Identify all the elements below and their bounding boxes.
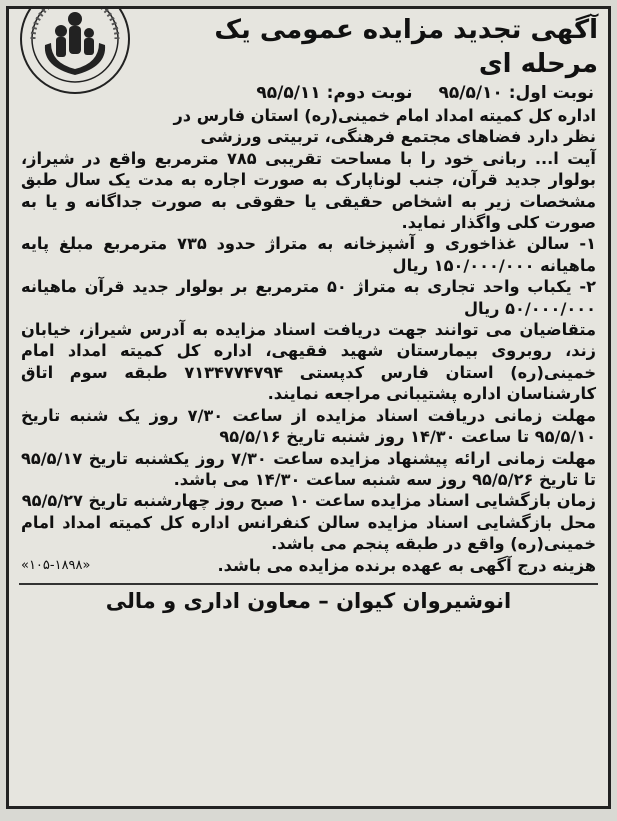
item-1: ۱- سالن غذاخوری و آشپزخانه به متراژ حدود ۷۳۵ مترمربع مبلغ پایه ماهیانه ۱۵۰/۰۰۰/۰۰۰ ریال <box>21 234 596 275</box>
notice-title: آگهی تجدید مزایده عمومی یک مرحله ای <box>214 15 598 79</box>
turn-second: نوبت دوم: ۹۵/۵/۱۱ <box>256 83 413 103</box>
item-2: ۲- یکباب واحد تجاری به متراژ ۵۰ مترمربع بر بولوار جدید قرآن ماهیانه ۵۰/۰۰۰/۰۰۰ ریال <box>21 277 596 318</box>
intro-line-1: اداره کل کمیته امداد امام خمینی(ره) استان فارس در <box>173 106 596 125</box>
ad-code: «۱۰۵-۱۸۹۸» <box>21 557 91 573</box>
header-text <box>141 9 608 148</box>
notice-body <box>9 148 608 555</box>
opening-place: محل بازگشایی اسناد مزایده سالن کنفرانس اداره کل کمیته امداد امام خمینی(ره) واقع در طبقه پنجم می باشد. <box>21 512 596 554</box>
deadline-bids: مهلت زمانی ارائه پیشنهاد مزایده ساعت ۷/۳۰ روز یکشنبه تاریخ ۹۵/۵/۱۷ تا تاریخ ۹۵/۵/۲۶ روز سه شنبه ساعت ۱۴/۳۰ می باشد. <box>21 448 596 489</box>
auction-notice <box>6 6 611 809</box>
turn-dates <box>141 81 608 105</box>
applicants-paragraph: متقاضیان می توانند جهت دریافت اسناد مزایده به آدرس شیراز، خیابان زند، روبروی بیمارستان شهید فقیهی، اداره کل کمیته امداد امام خمینی(ره) استان فارس کدپستی ۷۱۳۴۷۷۴۷۹۴ طبقه سوم اتاق کارشناسان اداره پشتیبانی مراجعه نمایند. <box>21 320 596 404</box>
intro-paragraph: آیت ا... ربانی خود را با مساحت تقریبی ۷۸۵ مترمربع واقع در شیراز، بولوار جدید قرآن، جنب لوناپارک به صورت اجاره به مدت یک سال طبق مشخصات زیر به اشخاص حقیقی یا حقوقی به صورت جداگانه و یا به صورت کلی واگذار نماید. <box>21 148 596 233</box>
header <box>9 9 608 148</box>
signature: انوشیروان کیوان – معاون اداری و مالی <box>105 588 512 613</box>
opening-time: زمان بازگشایی اسناد مزایده ساعت ۱۰ صبح روز چهارشنبه تاریخ ۹۵/۵/۲۷ <box>21 491 596 511</box>
cost-note: هزینه درج آگهی به عهده برنده مزایده می باشد. <box>217 555 596 575</box>
emblem-logo-icon <box>15 6 135 99</box>
turn-first: نوبت اول: ۹۵/۵/۱۰ <box>438 83 594 103</box>
intro-line-2: نظر دارد فضاهای مجتمع فرهنگی، تربیتی ورزشی <box>200 127 596 147</box>
cost-row <box>9 555 608 577</box>
deadline-docs: مهلت زمانی دریافت اسناد مزایده از ساعت ۷/۳۰ روز یک شنبه تاریخ ۹۵/۵/۱۰ تا ساعت ۱۴/۳۰ روز شنبه تاریخ ۹۵/۵/۱۶ <box>21 405 596 447</box>
footer-divider <box>19 583 598 585</box>
